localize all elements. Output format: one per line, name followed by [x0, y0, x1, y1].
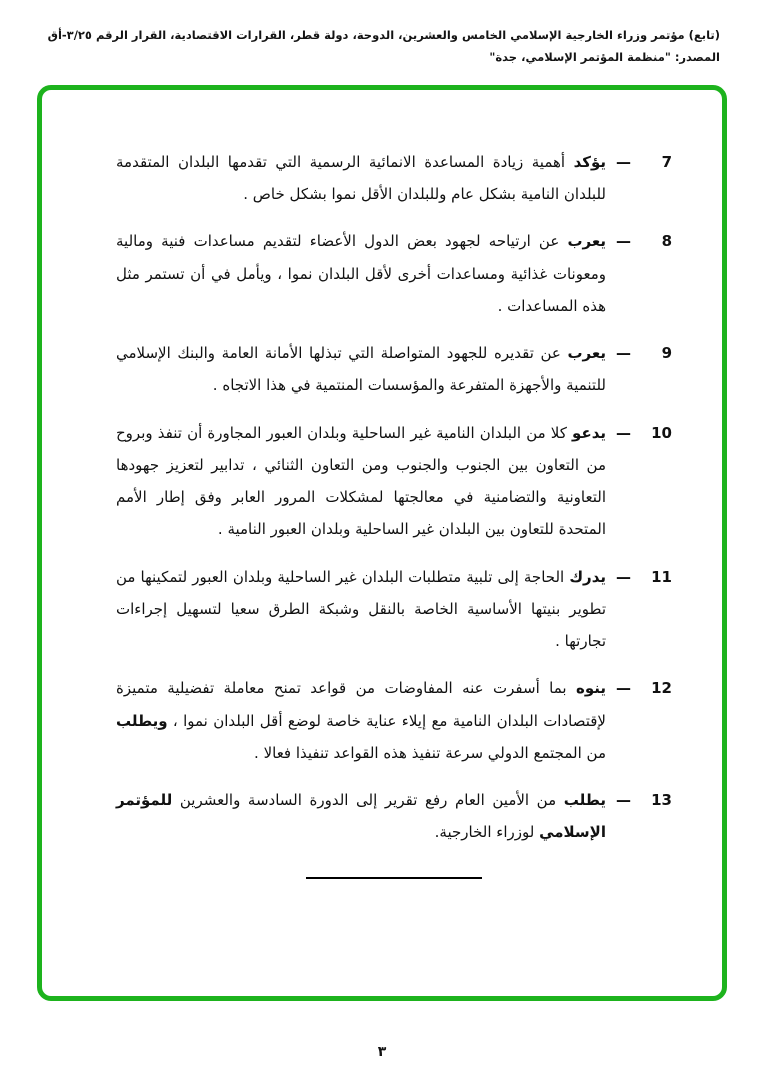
item-keyword: يعرب — [567, 344, 606, 363]
item-keyword: يطلب — [563, 791, 606, 810]
item-text — [116, 225, 606, 322]
item-number — [616, 561, 672, 658]
item-number-value: 7 — [661, 152, 672, 171]
item-number-value: 8 — [661, 232, 672, 251]
list-item — [116, 784, 672, 849]
item-number-value: 9 — [661, 344, 672, 363]
document-header — [0, 0, 764, 69]
end-divider — [306, 877, 482, 879]
item-body: عن ارتياحه لجهود بعض الدول الأعضاء لتقديم مساعدات فنية ومالية ومعونات غذائية ومساعدات أخرى لأقل البلدان نموا ، ويأمل في أن تستمر مثل هذه المساعدات . — [116, 232, 606, 315]
item-text — [116, 672, 606, 769]
item-dash: — — [616, 232, 631, 251]
item-keyword-2: ويطلب — [116, 711, 168, 730]
item-number — [616, 337, 672, 402]
item-keyword-2: للمؤتمر الإسلامي — [116, 791, 606, 842]
item-text — [116, 784, 606, 849]
list-item — [116, 672, 672, 769]
item-dash: — — [616, 152, 631, 171]
item-body: كلا من البلدان النامية غير الساحلية وبلدان العبور المجاورة أن تنفذ وبروح من التعاون بين الجنوب والجنوب ومن التعاون الثنائي ، تدابير لتعزيز جهودها التعاونية والتضامنية في معالجتها لمشكلات المرور العابر وفق إطار الأمم المتحدة للتعاون بين البلدان غير الساحلية وبلدان العبور النامية . — [116, 423, 606, 539]
item-number-value: 11 — [651, 567, 672, 586]
page-number: ٣ — [377, 1044, 387, 1060]
item-dash: — — [616, 344, 631, 363]
item-text — [116, 417, 606, 546]
item-number — [616, 225, 672, 322]
item-dash: — — [616, 679, 631, 698]
item-body: أهمية زيادة المساعدة الانمائية الرسمية التي تقدمها البلدان المتقدمة للبلدان النامية بشكل عام وللبلدان الأقل نموا بشكل خاص . — [116, 152, 606, 204]
item-body: عن تقديره للجهود المتواصلة التي تبذلها الأمانة العامة والبنك الإسلامي للتنمية والأجهزة المتفرعة والمؤسسات المنتمية في هذا الاتجاه . — [116, 344, 606, 395]
list-item — [116, 417, 672, 546]
item-dash: — — [616, 791, 631, 810]
document-title-line: (تابع) مؤتمر وزراء الخارجية الإسلامي الخامس والعشرين، الدوحة، دولة قطر، القرارات الاقتصادية، القرار الرقم ٣/٢٥-أق — [47, 28, 720, 42]
item-number-value: 13 — [651, 791, 672, 810]
item-keyword: ينوه — [575, 679, 606, 698]
item-body-2: لوزراء الخارجية. — [434, 823, 535, 842]
item-number — [616, 784, 672, 849]
item-body: بما أسفرت عنه المفاوضات من قواعد تمنح معاملة تفضيلية متميزة لإقتصادات البلدان النامية مع إيلاء عناية خاصة لوضع أقل البلدان نموا ، — [116, 679, 606, 730]
item-keyword: يدعو — [572, 423, 606, 442]
item-dash: — — [616, 423, 631, 442]
item-dash: — — [616, 567, 631, 586]
item-number-value: 10 — [651, 423, 672, 442]
list-item — [116, 561, 672, 658]
list-item — [116, 146, 672, 211]
item-number — [616, 672, 672, 769]
item-text — [116, 561, 606, 658]
item-number-value: 12 — [651, 679, 672, 698]
item-body: الحاجة إلى تلبية متطلبات البلدان غير الساحلية وبلدان العبور لتمكينها من تطوير بنيتها الأساسية الخاصة بالنقل وشبكة الطرق سعيا لتسهيل إجراءات تجارتها . — [116, 567, 606, 651]
item-body-2: من المجتمع الدولي سرعة تنفيذ هذه القواعد تنفيذا فعالا . — [254, 743, 606, 762]
item-body: من الأمين العام رفع تقرير إلى الدورة السادسة والعشرين — [179, 791, 557, 810]
content-border-frame — [37, 85, 727, 1001]
item-number — [616, 417, 672, 546]
list-item — [116, 337, 672, 402]
item-keyword: يؤكد — [573, 152, 606, 171]
item-text — [116, 337, 606, 402]
item-text — [116, 146, 606, 211]
item-keyword: يعرب — [567, 232, 606, 251]
item-keyword: يدرك — [569, 567, 606, 586]
source-line: المصدر: "منظمة المؤتمر الإسلامي، جدة" — [489, 50, 720, 65]
item-number — [616, 146, 672, 211]
list-item — [116, 225, 672, 322]
